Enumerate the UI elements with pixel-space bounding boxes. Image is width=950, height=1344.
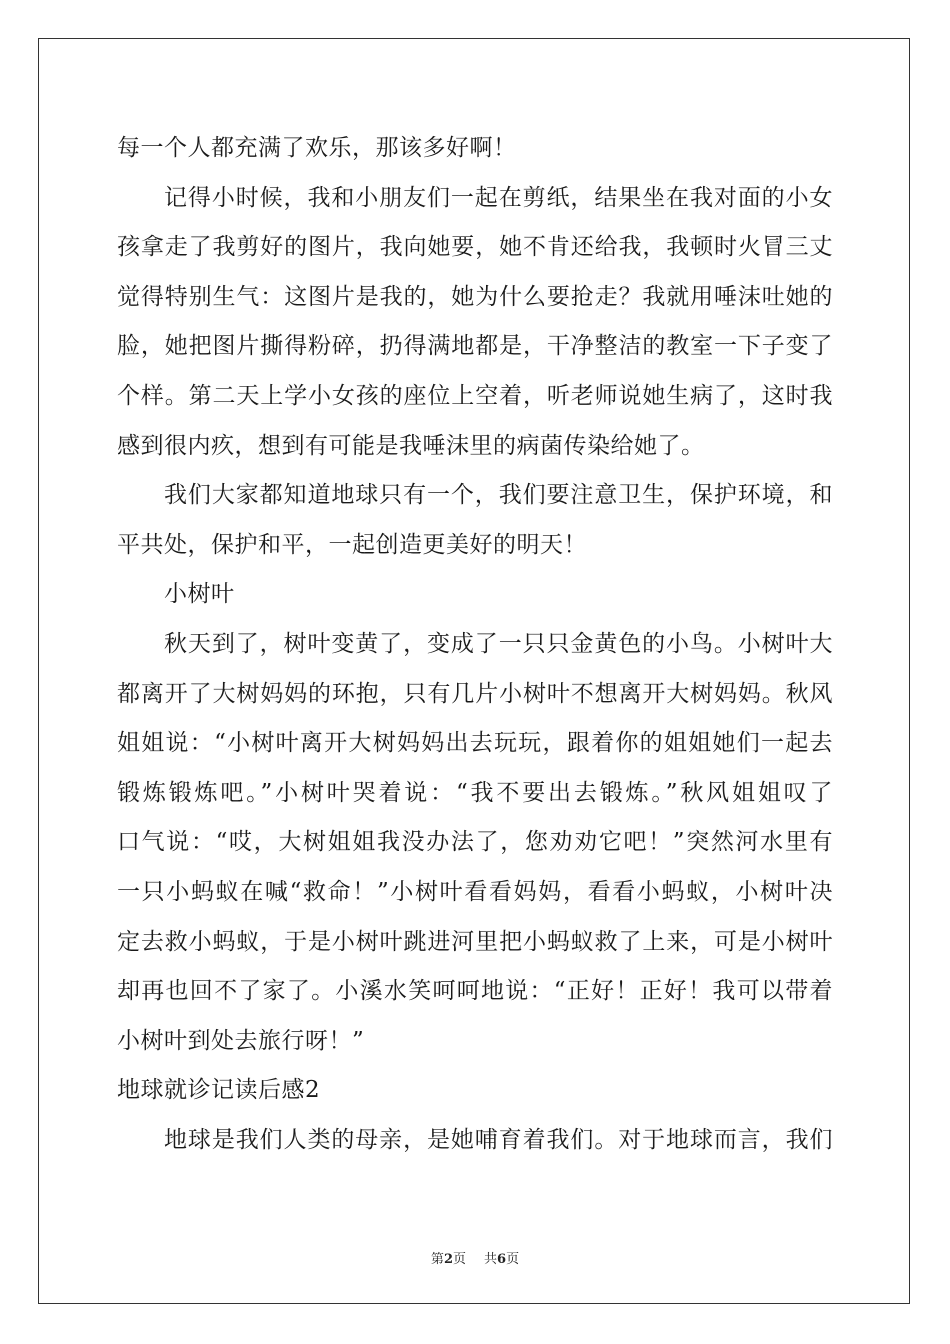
document-body <box>117 124 833 1165</box>
text-line: 脸，她把图片撕得粉碎，扔得满地都是，干净整洁的教室一下子变了 <box>117 333 833 360</box>
total-prefix: 共 <box>484 1252 498 1267</box>
page-suffix: 页 <box>452 1252 466 1267</box>
text-line: 我们大家都知道地球只有一个，我们要注意卫生，保护环境，和 <box>164 482 833 509</box>
section-title-small-leaf: 小树叶 <box>164 581 235 608</box>
text-line: 锻炼锻炼吧。”小树叶哭着说：“我不要出去锻炼。”秋风姐姐叹了 <box>117 779 833 806</box>
total-pages: 6 <box>497 1252 507 1267</box>
text-line: 定去救小蚂蚁，于是小树叶跳进河里把小蚂蚁救了上来，可是小树叶 <box>117 928 833 955</box>
text-line: 小树叶到处去旅行呀！” <box>117 1027 365 1054</box>
text-line: 孩拿走了我剪好的图片，我向她要，她不肯还给我，我顿时火冒三丈 <box>117 234 833 261</box>
text-line: 地球是我们人类的母亲，是她哺育着我们。对于地球而言，我们 <box>164 1126 833 1153</box>
text-line: 感到很内疚，想到有可能是我唾沫里的病菌传染给她了。 <box>117 432 705 459</box>
section-heading: 地球就诊记读后感2 <box>117 1077 321 1104</box>
text-line: 却再也回不了家了。小溪水笑呵呵地说：“正好！正好！我可以带着 <box>117 978 833 1005</box>
page-prefix: 第 <box>430 1252 444 1267</box>
text-line: 每一个人都充满了欢乐，那该多好啊！ <box>117 135 517 161</box>
text-line: 记得小时候，我和小朋友们一起在剪纸，结果坐在我对面的小女 <box>164 184 833 211</box>
page-footer <box>0 1248 950 1267</box>
text-line: 个样。第二天上学小女孩的座位上空着，听老师说她生病了，这时我 <box>117 382 833 409</box>
text-line: 觉得特别生气：这图片是我的，她为什么要抢走？我就用唾沫吐她的 <box>117 283 833 310</box>
text-line: 都离开了大树妈妈的环抱，只有几片小树叶不想离开大树妈妈。秋风 <box>117 680 833 707</box>
total-suffix: 页 <box>506 1252 520 1267</box>
text-line: 秋天到了，树叶变黄了，变成了一只只金黄色的小鸟。小树叶大 <box>164 630 833 657</box>
text-line: 姐姐说：“小树叶离开大树妈妈出去玩玩，跟着你的姐姐她们一起去 <box>117 730 833 757</box>
text-line: 平共处，保护和平，一起创造更美好的明天！ <box>117 531 587 558</box>
text-line: 一只小蚂蚁在喊“救命！”小树叶看看妈妈，看看小蚂蚁，小树叶决 <box>117 878 833 905</box>
page-number: 2 <box>443 1252 453 1267</box>
text-line: 口气说：“哎，大树姐姐我没办法了，您劝劝它吧！”突然河水里有 <box>117 829 833 856</box>
